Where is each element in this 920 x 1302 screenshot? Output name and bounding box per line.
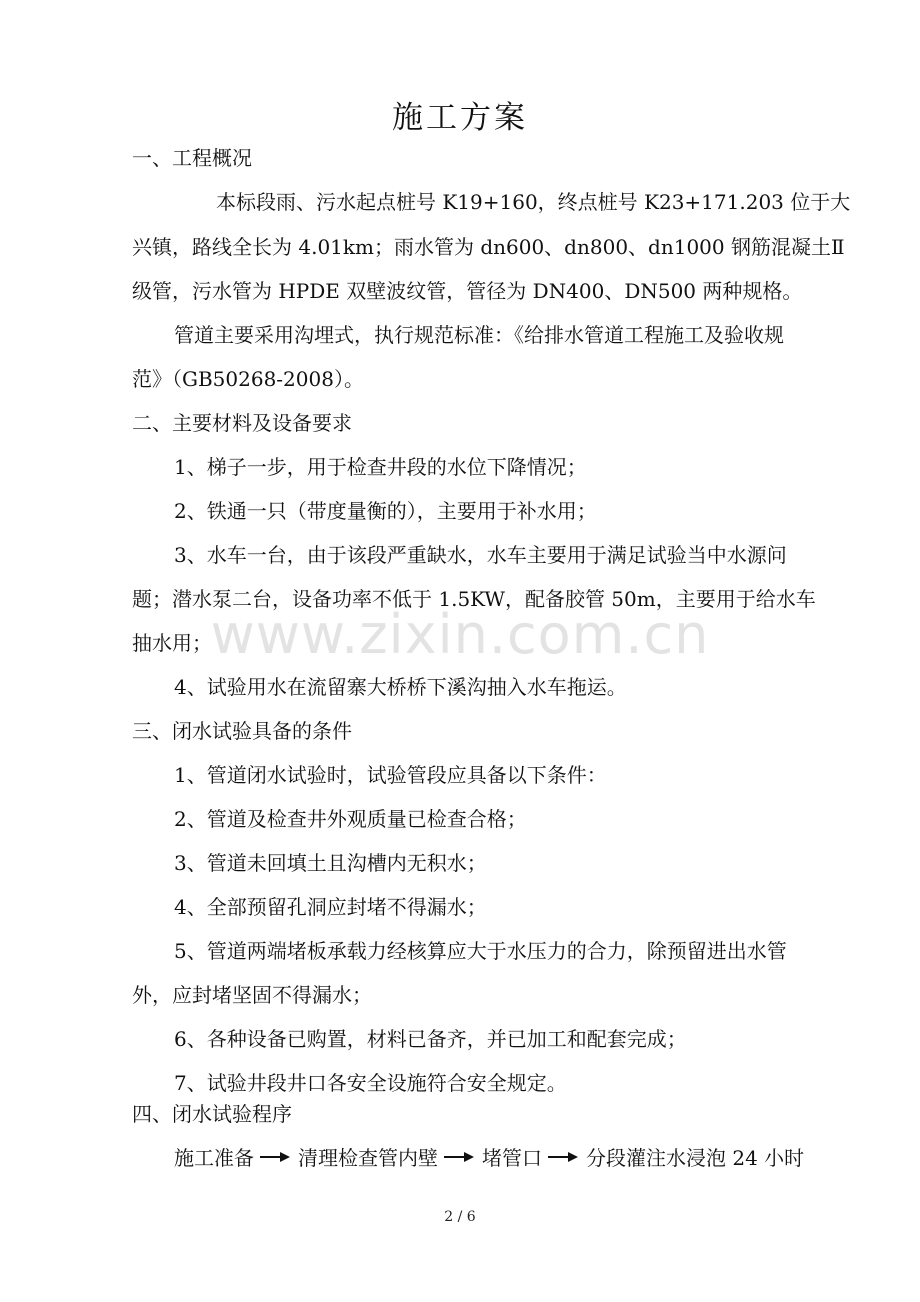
section-heading-2: 二、主要材料及设备要求 — [132, 411, 352, 435]
list-item-continuation: 题；潜水泵二台，设备功率不低于 1.5KW，配备胶管 50m，主要用于给水车 — [132, 587, 816, 611]
paragraph-line: 级管，污水管为 HPDE 双壁波纹管，管径为 DN400、DN500 两种规格。 — [132, 279, 803, 303]
arrow-right-icon — [260, 1150, 290, 1164]
watermark: www.zixin.com.cn — [210, 603, 710, 666]
list-item: 1、管道闭水试验时，试验管段应具备以下条件： — [174, 763, 607, 787]
procedure-flow — [174, 1142, 804, 1171]
list-item: 2、管道及检查井外观质量已检查合格； — [174, 807, 527, 831]
list-item: 6、各种设备已购置，材料已备齐，并已加工和配套完成； — [174, 1027, 687, 1051]
paragraph-line: 管道主要采用沟埋式，执行规范标准：《给排水管道工程施工及验收规 — [174, 323, 784, 347]
section-heading-4: 四、闭水试验程序 — [132, 1102, 292, 1126]
list-item: 2、铁通一只（带度量衡的），主要用于补水用； — [174, 499, 597, 523]
flow-step: 清理检查管内壁 — [298, 1146, 438, 1170]
list-item: 7、试验井段井口各安全设施符合安全规定。 — [174, 1071, 567, 1095]
list-item-continuation: 抽水用； — [132, 631, 212, 655]
section-heading-3: 三、闭水试验具备的条件 — [132, 719, 352, 743]
paragraph-line: 兴镇，路线全长为 4.01km；雨水管为 dn600、dn800、dn1000 钢筋混凝土Ⅱ — [132, 235, 845, 259]
list-item: 5、管道两端堵板承载力经核算应大于水压力的合力，除预留进出水管 — [174, 939, 787, 963]
section-heading-1: 一、工程概况 — [132, 146, 252, 170]
list-item: 3、管道未回填土且沟槽内无积水； — [174, 851, 487, 875]
list-item: 1、梯子一步，用于检查井段的水位下降情况； — [174, 455, 587, 479]
list-item: 4、试验用水在流留寨大桥桥下溪沟抽入水车拖运。 — [174, 675, 627, 699]
paragraph-line: 范》（GB50268-2008）。 — [132, 367, 364, 391]
page-number: 2 / 6 — [444, 1209, 476, 1225]
list-item: 4、全部预留孔洞应封堵不得漏水； — [174, 895, 487, 919]
list-item: 3、水车一台，由于该段严重缺水，水车主要用于满足试验当中水源问 — [174, 543, 787, 567]
document-title: 施工方案 — [392, 100, 528, 136]
flow-step: 施工准备 — [174, 1146, 254, 1170]
flow-step: 分段灌注水浸泡 24 小时 — [586, 1146, 805, 1170]
list-item-continuation: 外，应封堵坚固不得漏水； — [132, 983, 372, 1007]
paragraph-line: 本标段雨、污水起点桩号 K19+160，终点桩号 K23+171.203 位于大 — [216, 190, 851, 214]
arrow-right-icon — [444, 1150, 474, 1164]
arrow-right-icon — [548, 1150, 578, 1164]
flow-step: 堵管口 — [482, 1146, 542, 1170]
